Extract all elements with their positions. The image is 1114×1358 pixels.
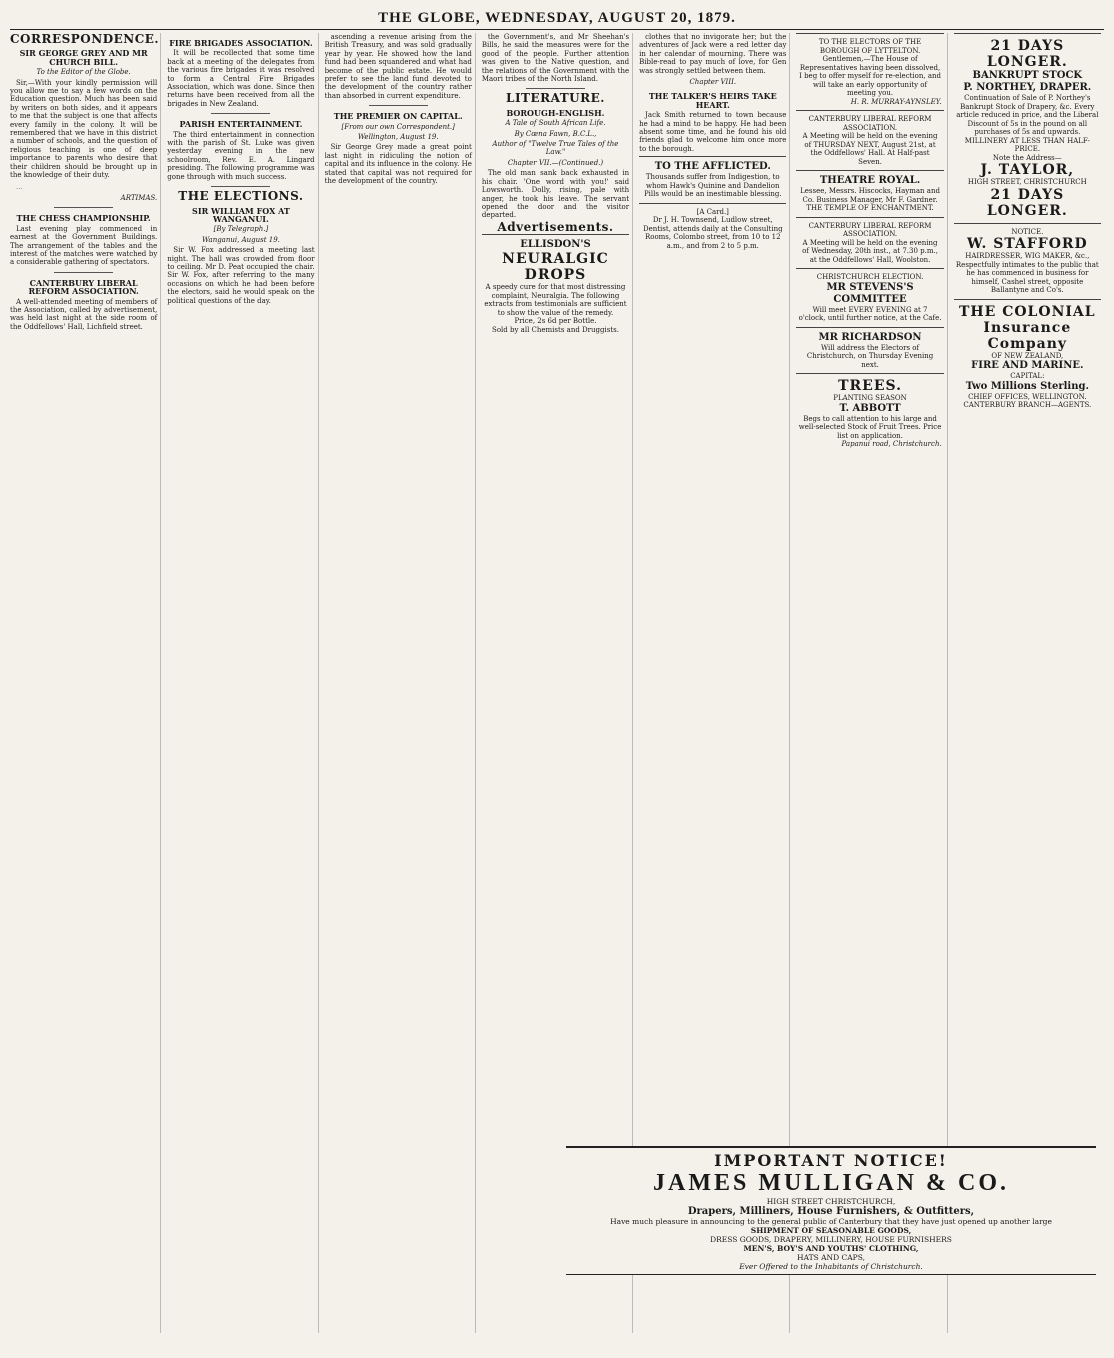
taylor-ad — [954, 33, 1101, 223]
clra2-ad — [796, 217, 943, 269]
column-3 — [325, 33, 476, 1333]
banner-notice: IMPORTANT NOTICE! — [714, 1151, 948, 1170]
richardson-head: MR RICHARDSON — [818, 331, 922, 343]
note-address: Note the Address— — [992, 153, 1062, 162]
story-body: The old man sank back exhausted in his chair. 'One word with you!' said Lowsworth. Dolly, rising, pale with anger, he took his leave. The servant opened the door and the visitor departed. — [481, 169, 630, 220]
lyttelton-title: TO THE ELECTORS OF THE BOROUGH OF LYTTELTON. — [818, 38, 922, 55]
banner-clothing: MEN'S, BOY'S AND YOUTHS' CLOTHING, — [743, 1244, 919, 1253]
premier-by: [From our own Correspondent.] — [341, 122, 455, 131]
column-2 — [167, 33, 318, 1333]
insurance-head: Insurance Company — [983, 319, 1072, 352]
insurance-sub: OF NEW ZEALAND, — [991, 351, 1064, 360]
theatre-body: Lessee, Messrs. Hiscocks, Hayman and Co. Business Manager, Mr F. Gardner. THE TEMPLE OF ENCHANTMENT. — [800, 187, 940, 212]
chief-offices: CHIEF OFFICES, WELLINGTON. — [968, 392, 1087, 401]
trees-ad — [796, 373, 943, 453]
column-5 — [639, 33, 790, 1333]
separator — [369, 105, 428, 106]
insurance-sub2: FIRE AND MARINE. — [971, 360, 1084, 371]
col5-body: clothes that no invigorate her; but the adventures of Jack were a red letter day in her calendar of mourning. There was Bible-read to pay much of love, for Gen was strongly settled between them. — [639, 33, 787, 75]
stafford-address: HAIRDRESSER, WIG MAKER, &c., — [965, 252, 1090, 260]
separator — [211, 113, 270, 114]
afflicted-title: TO THE AFFLICTED. — [654, 161, 771, 173]
taylor-name: J. TAYLOR, — [980, 162, 1075, 178]
col5-chapter: Chapter VIII. — [689, 78, 737, 87]
story-chapter: Chapter VII.—(Continued.) — [507, 158, 604, 167]
premier-dateline: Wellington, August 19. — [357, 133, 439, 142]
taylor-address: HIGH STREET, CHRISTCHURCH — [967, 178, 1087, 186]
letter-body-continued: … — [16, 182, 24, 191]
separator — [211, 186, 270, 187]
clra-ad — [796, 110, 943, 170]
elections-sub: SIR WILLIAM FOX AT WANGANUI. — [192, 205, 290, 224]
separator — [54, 272, 113, 273]
days-longer-head: 21 DAYS LONGER. — [986, 38, 1068, 70]
story-title: BOROUGH-ENGLISH. — [506, 107, 605, 118]
lyttelton-body: Gentlemen,—The House of Representatives having been dissolved, I beg to offer myself for re-election, and will take an early opportunity of meeting you. — [799, 55, 941, 97]
richardson-body: Will address the Electors of Christchurch, on Thursday Evening next. — [806, 343, 934, 369]
chess-title: THE CHESS CHAMPIONSHIP. — [16, 213, 151, 224]
literature-heading: LITERATURE. — [506, 91, 605, 106]
crra-title: CANTERBURY LIBERAL REFORM ASSOCIATION. — [28, 277, 139, 297]
correspondence-heading: CORRESPONDENCE. — [10, 33, 160, 46]
card-body: Dr J. H. Townsend, Ludlow street, Dentist, attends daily at the Consulting Rooms, Colombo street, from 10 to 12 a.m., and from 2 to 5 p.m. — [642, 216, 783, 250]
ad-price: Price, 2s 6d per Bottle. — [514, 317, 597, 326]
trees-signature: Papanui road, Christchurch. — [841, 440, 942, 448]
column-4 — [482, 33, 633, 1333]
trees-name: T. ABBOTT — [839, 402, 901, 414]
ad-agent: Sold by all Chemists and Druggists. — [492, 325, 619, 334]
ad-body: A speedy cure for that most distressing complaint, Neuralgia. The following extracts from testimonials are sufficient to show the value of the remedy. — [484, 283, 627, 317]
banner-body: Have much pleasure in announcing to the general public of Canterbury that they have just opened up another large — [610, 1217, 1052, 1226]
separator — [54, 207, 113, 208]
stevens-head: MR STEVENS'S COMMITTEE — [826, 281, 914, 305]
parish-title: PARISH ENTERTAINMENT. — [179, 119, 303, 130]
bankrupt-name: P. NORTHEY, DRAPER. — [963, 82, 1092, 93]
stafford-body: Respectfully intimates to the public that he has commenced in business for himself, Cashel street, opposite Ballantyne and Co's. — [955, 260, 1099, 294]
theatre-head: THEATRE ROYAL. — [819, 175, 921, 186]
letter-signature: ARTIMAS. — [120, 193, 158, 202]
notice-title: NOTICE. — [1011, 227, 1044, 236]
christchurch-election-ad — [796, 268, 943, 327]
column-1 — [10, 33, 161, 1333]
letter-salutation: To the Editor of the Globe. — [36, 68, 131, 77]
elections-body: Sir W. Fox addressed a meeting last night. The hall was crowded from floor to ceiling. Mr D. Peat occupied the chair. Sir W. Fox, after referring to the many occasions on which he had been before the electors, said he would speak on the political questions of the day. — [167, 246, 315, 305]
ad-brand: ELLISDON'S — [520, 239, 591, 251]
banner-footer: Ever Offered to the Inhabitants of Christchurch. — [739, 1262, 923, 1271]
premier-title: THE PREMIER ON CAPITAL. — [333, 111, 463, 122]
lyttelton-signature: H. R. MURRAY-AYNSLEY. — [850, 97, 942, 106]
column-6 — [796, 33, 947, 1333]
column-7 — [954, 33, 1104, 1333]
trees-head: TREES. — [838, 378, 902, 394]
masthead-rule — [10, 29, 1104, 30]
days-longer-head-2: 21 DAYS LONGER. — [986, 186, 1068, 219]
ad-headline: NEURALGIC DROPS — [502, 251, 609, 284]
fire-body: It will be recollected that some time back at a meeting of the delegates from the various fire brigades it was resolved to form a Central Fire Brigades Association, which was done. Since then returns have been received from all the brigades in New Zealand. — [167, 49, 315, 108]
neuralgic-ad — [482, 234, 629, 338]
letter-body: Sir,—With your kindly permission will you allow me to say a few words on the Education question. Much has been said by writers on both sides, and it appears to me that the subject is one that affects every family in the colony. It will be remembered that we have in this district a number of schools, and the question of religious teaching is one of deep importance to parents who desire that their children should be brought up in the knowledge of their duty. — [10, 78, 158, 180]
bankrupt-head: BANKRUPT STOCK — [972, 70, 1083, 81]
banner-firm: JAMES MULLIGAN & CO. — [652, 1170, 1009, 1196]
col4-body: the Government's, and Mr Sheehan's Bills, he said the measures were for the good of the people. Further attention was given to the Native question, and the relations of the Government with the Maori tribes of the North Island. — [481, 33, 630, 84]
lyttelton-ad — [796, 33, 943, 110]
stafford-ad — [954, 223, 1101, 299]
richardson-ad — [796, 327, 943, 374]
banner-depts: DRESS GOODS, DRAPERY, MILLINERY, HOUSE FURNISHERS — [710, 1235, 952, 1244]
capital-label: CAPITAL: — [1010, 372, 1045, 380]
crra-body: A well-attended meeting of members of the Association, called by advertisement, was held last night at the side room of the Oddfellows' Hall, Lichfield street. — [10, 297, 158, 331]
stafford-name: W. STAFFORD — [966, 236, 1088, 252]
premier-body: Sir George Grey made a great point last night in ridiculing the notion of capital and its influence in the colony. He stated that capital was not required for the development of the country. — [324, 143, 472, 186]
col5-body2: Jack Smith returned to town because he had a mind to be happy. He had been absent some time, and he found his old friends glad to welcome him once more to the borough. — [639, 111, 787, 153]
clra-body: A Meeting will be held on the evening of THURSDAY NEXT, August 21st, at the Oddfellows' Hall. At Half-past Seven. — [802, 132, 938, 166]
chess-body: Last evening play commenced in earnest at the Government Buildings. The arrangement of the tables and the interest of the matches were watched by a considerable gathering of spectators. — [10, 224, 158, 267]
card-title: [A Card.] — [696, 207, 729, 216]
parish-body: The third entertainment in connection with the parish of St. Luke was given yesterday evening in the new schoolroom, Rev. E. A. Lingard presiding. The following programme was gone through with much success. — [167, 130, 315, 181]
columns — [10, 33, 1104, 1333]
afflicted-ad — [639, 156, 786, 203]
elections-title: THE ELECTIONS. — [178, 189, 304, 204]
separator — [526, 88, 585, 89]
card-ad — [639, 203, 786, 255]
story-subtitle: A Tale of South African Life. — [505, 119, 606, 128]
col3-body: ascending a revenue arising from the British Treasury, and was sold gradually year by year. He showed how the land fund had been squandered and what had become of the public estate. He would prefer to see the land fund devoted to the development of the country rather than absorbed in current expenditure. — [324, 33, 472, 100]
banner-shipment: SHIPMENT OF SEASONABLE GOODS, — [750, 1226, 912, 1235]
advertisements-heading: Advertisements. — [497, 219, 614, 234]
banner-address: HIGH STREET CHRISTCHURCH, — [766, 1197, 896, 1206]
stevens-body: Will meet EVERY EVENING at 7 o'clock, until further notice, at the Cafe. — [798, 305, 942, 322]
clra-title: CANTERBURY LIBERAL REFORM ASSOCIATION. — [808, 115, 932, 132]
theatre-ad — [796, 170, 943, 217]
elections-by: [By Telegraph.] — [213, 225, 269, 234]
masthead: THE GLOBE, WEDNESDAY, AUGUST 20, 1879. — [378, 10, 736, 26]
banner-trade: Drapers, Milliners, House Furnishers, & Outfitters, — [687, 1206, 975, 1217]
mulligan-banner — [566, 1146, 1096, 1275]
story-author: By Cœna Fawn, B.C.L., — [514, 129, 597, 138]
chch-title: CHRISTCHURCH ELECTION. — [816, 273, 924, 281]
elections-dateline: Wanganui, August 19. — [201, 235, 280, 244]
capital-value: Two Millions Sterling. — [965, 380, 1089, 392]
clra2-body: A Meeting will be held on the evening of Wednesday, 20th inst., at 7.30 p.m., at the Oddfellows' Hall, Woolston. — [802, 238, 938, 264]
bankrupt-body: Continuation of Sale of P. Northey's Bankrupt Stock of Drapery, &c. Every article reduced in price, and the Liberal Discount of 5s in the pound on all purchases of 5s and upwards. — [956, 94, 1099, 136]
story-author-note: Author of "Twelve True Tales of the Law." — [492, 140, 619, 157]
afflicted-body: Thousands suffer from Indigestion, to whom Hawk's Quinine and Dandelion Pills would be an inestimable blessing. — [643, 173, 782, 199]
millinery-line: MILLINERY AT LESS THAN HALF-PRICE. — [964, 136, 1090, 153]
colonial-head: THE COLONIAL — [959, 303, 1096, 320]
clra2-title: CANTERBURY LIBERAL REFORM ASSOCIATION. — [808, 221, 932, 238]
trees-sub: PLANTING SEASON — [833, 394, 907, 402]
banner-hats: HATS AND CAPS, — [797, 1253, 865, 1262]
letter-title: SIR GEORGE GREY AND MR CHURCH BILL. — [19, 48, 148, 67]
col5-chapter-sub: THE TALKER'S HEIRS TAKE HEART. — [648, 91, 777, 110]
agents-heading: CANTERBURY BRANCH—AGENTS. — [963, 401, 1092, 409]
newspaper-page — [10, 10, 1104, 1338]
trees-body: Begs to call attention to his large and well-selected Stock of Fruit Trees. Price list on application. — [798, 414, 942, 440]
insurance-ad — [954, 299, 1101, 414]
fire-title: FIRE BRIGADES ASSOCIATION. — [169, 38, 313, 48]
